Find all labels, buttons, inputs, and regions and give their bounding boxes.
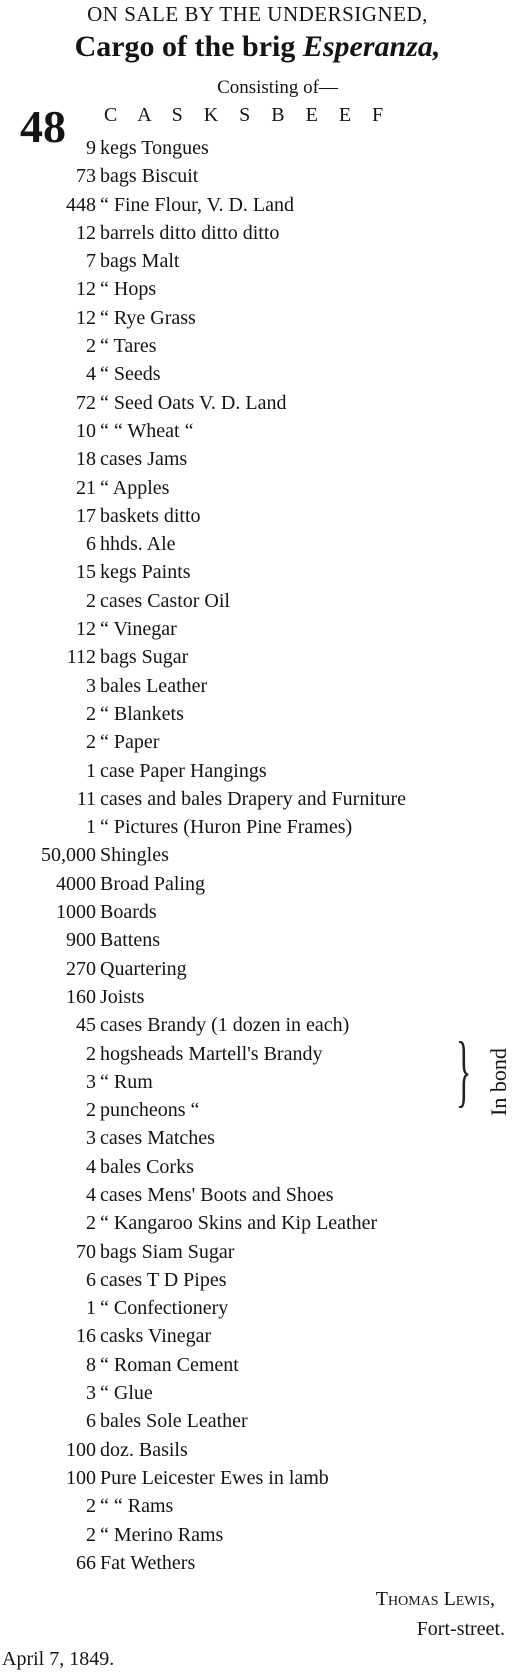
item-description: Battens	[100, 929, 160, 952]
cargo-list-item	[0, 191, 515, 219]
item-quantity: 2	[86, 1042, 96, 1065]
cargo-list-item	[0, 1379, 515, 1407]
cargo-list-item	[0, 530, 515, 558]
item-quantity: 12	[76, 278, 96, 301]
item-description: “ Rye Grass	[100, 306, 196, 329]
cargo-list-item	[0, 1181, 515, 1209]
item-quantity: 2	[86, 1523, 96, 1546]
item-quantity: 4	[86, 1155, 96, 1178]
item-quantity: 2	[86, 589, 96, 612]
item-description: hhds. Ale	[100, 533, 176, 556]
item-description: “ Seeds	[100, 363, 161, 386]
cargo-list-item	[0, 1238, 515, 1266]
in-bond-label: In bond	[486, 1048, 511, 1116]
item-quantity: 4000	[56, 872, 96, 895]
first-item-description: C A S K S B E E F	[104, 104, 392, 126]
item-quantity: 21	[76, 476, 96, 499]
advert-date: April 7, 1849.	[2, 1648, 115, 1670]
item-description: “ Blankets	[100, 702, 184, 725]
cargo-list-item	[0, 983, 515, 1011]
cargo-list-item	[0, 1549, 515, 1577]
item-quantity: 2	[86, 731, 96, 754]
item-quantity: 8	[86, 1353, 96, 1376]
cargo-list-item	[0, 474, 515, 502]
item-description: hogsheads Martell's Brandy	[100, 1042, 323, 1065]
item-description: doz. Basils	[100, 1438, 188, 1461]
item-quantity: 2	[86, 1212, 96, 1235]
item-quantity: 11	[76, 787, 96, 810]
item-description: bags Siam Sugar	[100, 1240, 235, 1263]
item-description: “ “ Wheat “	[100, 419, 194, 442]
cargo-list-item	[0, 615, 515, 643]
item-quantity: 112	[66, 646, 96, 669]
cargo-list-item	[0, 587, 515, 615]
in-bond-bracket	[456, 1026, 511, 1126]
cargo-list-item	[0, 898, 515, 926]
cargo-list-item	[0, 1068, 515, 1096]
item-quantity: 1	[86, 816, 96, 839]
cargo-list-item	[0, 219, 515, 247]
item-description: “ Fine Flour, V. D. Land	[100, 193, 295, 216]
item-quantity: 448	[66, 193, 96, 216]
item-quantity: 66	[76, 1551, 96, 1574]
cargo-list-item	[0, 1266, 515, 1294]
signer-address: Fort-street.	[416, 1618, 505, 1640]
item-quantity: 1000	[56, 901, 96, 924]
item-quantity: 18	[76, 448, 96, 471]
item-description: barrels ditto ditto ditto	[100, 221, 280, 244]
item-description: “ Roman Cement	[100, 1353, 239, 1376]
item-description: “ Paper	[100, 731, 160, 754]
cargo-list-item	[0, 332, 515, 360]
item-quantity: 100	[66, 1438, 96, 1461]
cargo-list-item	[0, 1351, 515, 1379]
item-description: Shingles	[100, 844, 169, 867]
cargo-list-item	[0, 247, 515, 275]
cargo-list-item	[0, 445, 515, 473]
item-description: bales Sole Leather	[100, 1410, 248, 1433]
cargo-list-item	[0, 728, 515, 756]
item-quantity: 900	[66, 929, 96, 952]
item-description: case Paper Hangings	[100, 759, 267, 782]
item-quantity: 12	[76, 618, 96, 641]
cargo-list-item	[0, 1464, 515, 1492]
item-description: “ Merino Rams	[100, 1523, 224, 1546]
cargo-list-item	[0, 672, 515, 700]
item-quantity: 6	[86, 1268, 96, 1291]
item-quantity: 50,000	[41, 844, 96, 867]
item-quantity: 3	[86, 1382, 96, 1405]
item-description: cases Mens' Boots and Shoes	[100, 1183, 334, 1206]
item-description: cases Castor Oil	[100, 589, 230, 612]
cargo-list-item	[0, 1040, 515, 1068]
cargo-list-item	[0, 1124, 515, 1152]
item-quantity: 3	[86, 1127, 96, 1150]
cargo-list-item	[0, 162, 515, 190]
item-quantity: 2	[86, 1495, 96, 1518]
cargo-list-item	[0, 502, 515, 530]
item-quantity: 2	[86, 335, 96, 358]
item-quantity: 1	[86, 759, 96, 782]
item-quantity: 12	[76, 221, 96, 244]
item-quantity: 15	[76, 561, 96, 584]
item-description: “ Pictures (Huron Pine Frames)	[100, 816, 353, 839]
item-description: casks Vinegar	[100, 1325, 212, 1348]
item-description: bales Corks	[100, 1155, 194, 1178]
item-description: “ Tares	[100, 335, 157, 358]
item-quantity: 4	[86, 363, 96, 386]
item-description: baskets ditto	[100, 504, 201, 527]
ship-name: Esperanza,	[302, 30, 441, 63]
cargo-list-item	[0, 1322, 515, 1350]
item-quantity: 16	[76, 1325, 96, 1348]
item-description: “ “ Rams	[100, 1495, 174, 1518]
item-description: Pure Leicester Ewes in lamb	[100, 1466, 329, 1489]
consisting-of-line: Consisting of—	[217, 77, 338, 98]
cargo-title	[0, 30, 515, 64]
item-description: Boards	[100, 901, 157, 924]
cargo-list-item	[0, 926, 515, 954]
item-quantity: 160	[66, 985, 96, 1008]
cargo-list	[0, 134, 515, 1577]
item-description: “ Vinegar	[100, 618, 177, 641]
cargo-list-item	[0, 1209, 515, 1237]
item-description: cases and bales Drapery and Furniture	[100, 787, 406, 810]
cargo-list-item	[0, 870, 515, 898]
item-quantity: 6	[86, 1410, 96, 1433]
item-quantity: 70	[76, 1240, 96, 1263]
cargo-list-item	[0, 813, 515, 841]
cargo-list-item	[0, 1294, 515, 1322]
cargo-list-item	[0, 643, 515, 671]
brace-mark: }	[456, 1027, 472, 1115]
item-description: Joists	[100, 985, 145, 1008]
first-item-quantity: 48	[20, 101, 66, 152]
cargo-list-item	[0, 955, 515, 983]
item-description: “ Glue	[100, 1382, 153, 1405]
cargo-list-item	[0, 700, 515, 728]
cargo-list-item	[0, 1153, 515, 1181]
cargo-list-item	[0, 558, 515, 586]
item-description: “ Hops	[100, 278, 157, 301]
item-description: cases Matches	[100, 1127, 215, 1150]
item-description: cases Jams	[100, 448, 188, 471]
item-description: Quartering	[100, 957, 187, 980]
item-description: bales Leather	[100, 674, 208, 697]
item-description: “ Kangaroo Skins and Kip Leather	[100, 1212, 378, 1235]
item-quantity: 10	[76, 419, 96, 442]
item-quantity: 72	[76, 391, 96, 414]
item-description: bags Malt	[100, 250, 180, 273]
cargo-list-item	[0, 1096, 515, 1124]
cargo-list-item	[0, 304, 515, 332]
cargo-list-item	[0, 417, 515, 445]
cargo-list-item	[0, 389, 515, 417]
item-description: kegs Paints	[100, 561, 191, 584]
item-description: “ Confectionery	[100, 1297, 229, 1320]
cargo-list-item	[0, 275, 515, 303]
cargo-title-prefix: Cargo of the brig	[74, 30, 303, 63]
item-quantity: 2	[86, 702, 96, 725]
item-quantity: 4	[86, 1183, 96, 1206]
item-description: “ Seed Oats V. D. Land	[100, 391, 287, 414]
cargo-list-item	[0, 1011, 515, 1039]
item-description: “ Apples	[100, 476, 170, 499]
item-quantity: 12	[76, 306, 96, 329]
item-quantity: 3	[86, 1070, 96, 1093]
cargo-list-item	[0, 841, 515, 869]
item-description: bags Sugar	[100, 646, 189, 669]
sale-heading: ON SALE BY THE UNDERSIGNED,	[87, 2, 428, 26]
item-quantity: 270	[66, 957, 96, 980]
cargo-list-item	[0, 785, 515, 813]
item-description: puncheons “	[100, 1099, 200, 1122]
cargo-list-item	[0, 1436, 515, 1464]
item-quantity: 45	[76, 1014, 96, 1037]
signer-name: Thomas Lewis,	[375, 1588, 495, 1610]
item-quantity: 6	[86, 533, 96, 556]
cargo-list-item	[0, 1521, 515, 1549]
item-quantity: 1	[86, 1297, 96, 1320]
item-description: cases Brandy (1 dozen in each)	[100, 1014, 350, 1037]
cargo-list-item	[0, 134, 515, 162]
cargo-list-item	[0, 1492, 515, 1520]
item-quantity: 9	[86, 137, 96, 159]
item-quantity: 100	[66, 1466, 96, 1489]
item-description: Broad Paling	[100, 872, 205, 895]
item-quantity: 7	[86, 250, 96, 273]
item-description: Fat Wethers	[100, 1551, 196, 1574]
item-quantity: 73	[76, 165, 96, 188]
item-quantity: 17	[76, 504, 96, 527]
item-description: “ Rum	[100, 1070, 153, 1093]
cargo-list-item	[0, 1407, 515, 1435]
item-quantity: 3	[86, 674, 96, 697]
item-quantity: 2	[86, 1099, 96, 1122]
cargo-list-item	[0, 757, 515, 785]
item-description: cases T D Pipes	[100, 1268, 227, 1291]
cargo-list-item	[0, 360, 515, 388]
item-description: kegs Tongues	[100, 137, 209, 159]
item-description: bags Biscuit	[100, 165, 199, 188]
